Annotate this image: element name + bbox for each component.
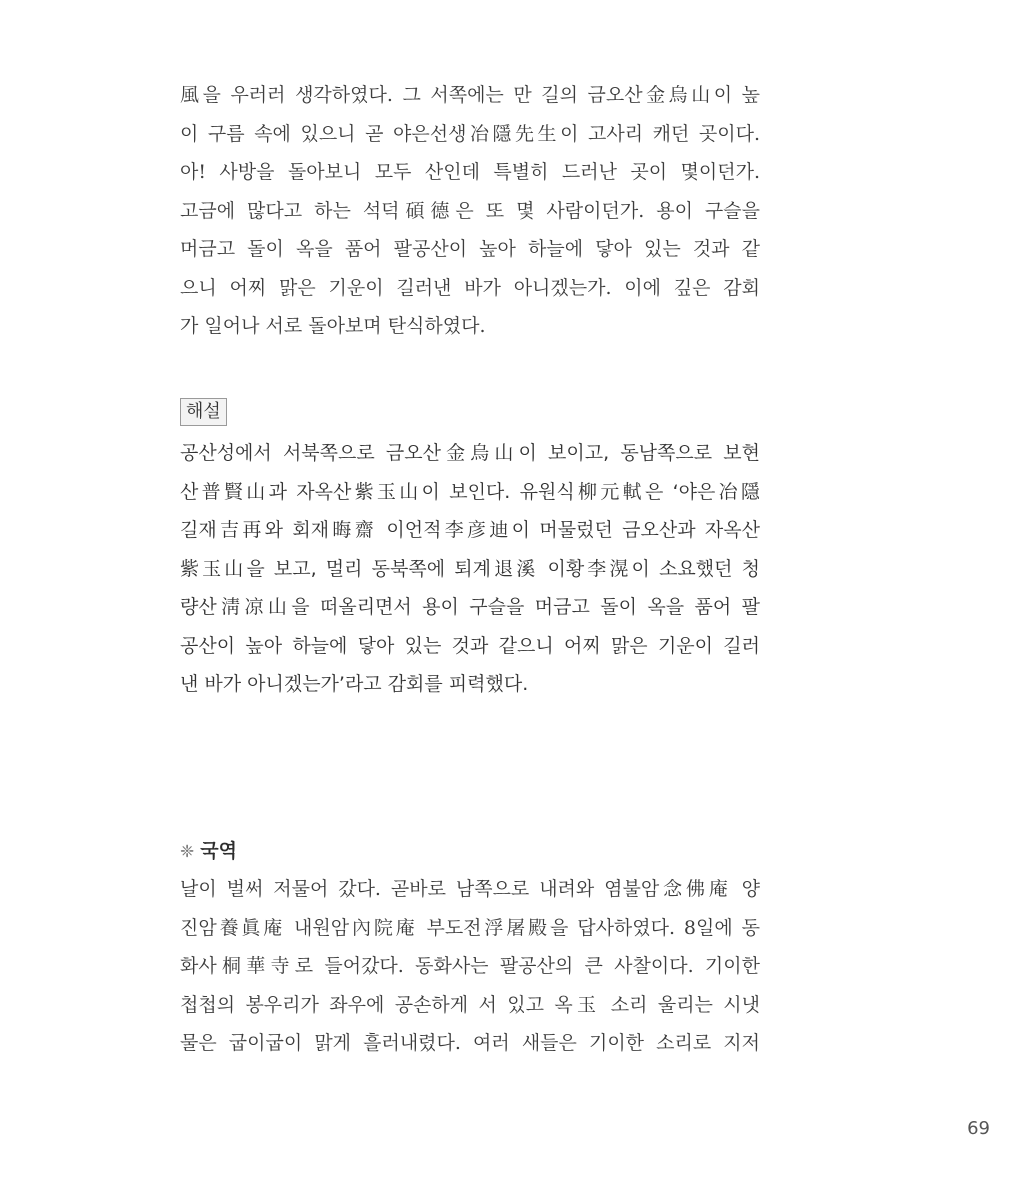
- text-line: 진암養眞庵 내원암內院庵 부도전浮屠殿을 답사하였다. 8일에 동: [180, 916, 760, 939]
- text-line: 가 일어나 서로 돌아보며 탄식하였다.: [180, 315, 486, 337]
- translation-heading: [180, 836, 237, 866]
- original-text-paragraph: [180, 76, 760, 346]
- ornament-icon: ❈: [180, 842, 195, 862]
- translation-paragraph: [180, 870, 760, 1063]
- text-line: 공산성에서 서북쪽으로 금오산金烏山이 보이고, 동남쪽으로 보현: [180, 442, 760, 464]
- text-line: 산普賢山과 자옥산紫玉山이 보인다. 유원식柳元軾은 ‘야은冶隱: [180, 480, 760, 503]
- text-line: 화사桐華寺로 들어갔다. 동화사는 팔공산의 큰 사찰이다. 기이한: [180, 955, 760, 977]
- text-line: 낸 바가 아니겠는가’라고 감회를 피력했다.: [180, 673, 529, 695]
- text-line: 이 구름 속에 있으니 곧 야은선생冶隱先生이 고사리 캐던 곳이다.: [180, 122, 760, 145]
- text-line: 으니 어찌 맑은 기운이 길러낸 바가 아니겠는가. 이에 깊은 감회: [180, 276, 760, 299]
- text-line: 량산淸凉山을 떠올리면서 용이 구슬을 머금고 돌이 옥을 품어 팔: [180, 596, 760, 618]
- translation-heading-label: 국역: [200, 840, 237, 862]
- text-line: 첩첩의 봉우리가 좌우에 공손하게 서 있고 옥玉 소리 울리는 시냇: [180, 993, 760, 1016]
- text-line: 風을 우러러 생각하였다. 그 서쪽에는 만 길의 금오산金烏山이 높: [180, 84, 760, 106]
- page-number: 69: [967, 1118, 990, 1139]
- text-line: 아! 사방을 돌아보니 모두 산인데 특별히 드러난 곳이 몇이던가.: [180, 161, 760, 183]
- commentary-paragraph: [180, 434, 760, 704]
- text-line: 紫玉山을 보고, 멀리 동북쪽에 퇴계退溪 이황李滉이 소요했던 청: [180, 557, 760, 580]
- text-line: 공산이 높아 하늘에 닿아 있는 것과 같으니 어찌 맑은 기운이 길러: [180, 634, 760, 657]
- text-line: 고금에 많다고 하는 석덕碩德은 또 몇 사람이던가. 용이 구슬을: [180, 199, 760, 222]
- text-line: 날이 벌써 저물어 갔다. 곧바로 남쪽으로 내려와 염불암念佛庵 양: [180, 878, 760, 900]
- text-line: 물은 굽이굽이 맑게 흘러내렸다. 여러 새들은 기이한 소리로 지저: [180, 1032, 760, 1054]
- text-line: 머금고 돌이 옥을 품어 팔공산이 높아 하늘에 닿아 있는 것과 같: [180, 238, 760, 260]
- text-line: 길재吉再와 회재晦齋 이언적李彦迪이 머물렀던 금오산과 자옥산: [180, 519, 760, 541]
- commentary-label: 해설: [180, 398, 227, 426]
